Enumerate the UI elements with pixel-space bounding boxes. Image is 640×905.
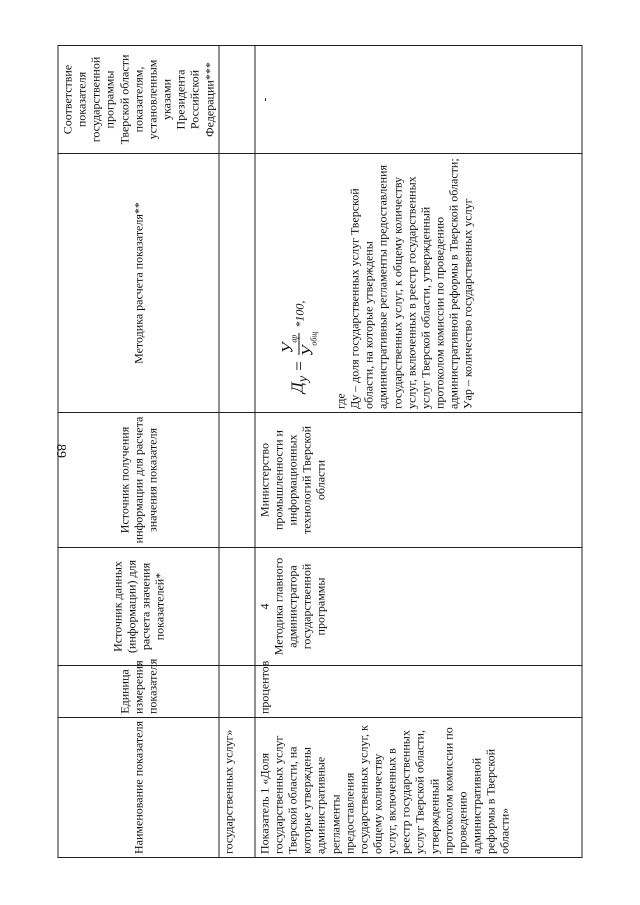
continued-text: государственных услуг» <box>219 718 255 858</box>
indicator-name: Показатель 1 «Доля государственных услуг Тверской области, на которые утверждены административные регламенты предоставления государственных услуг, к общему количеству услуг, включенных в реестр государственных услуг Тверской области, утвержденный протоколом комиссии по проведению административной реформы в Тверской области» <box>255 718 582 858</box>
table-row <box>255 46 582 858</box>
continued-row <box>219 46 255 858</box>
method-definition-1: Ду – доля государственных услуг Тверской области, на которые утверждены административные регламенты предоставления государственных услуг, к общему количеству услуг, включенных в реестр государственных услуг Тверской области, утвержденный протоколом комиссии по проведению административной реформы в Тверской области; <box>347 158 461 409</box>
info-source: Министерство промышленности и информационных технологий Тверской области <box>255 413 582 548</box>
data-source-text: Методика главного администратора государственной программы <box>271 557 328 656</box>
data-source-number: 4 <box>257 603 272 610</box>
formula-fraction: $У_{ар}$ $У_{общ}$ <box>279 331 320 357</box>
header-method: Методика расчета показателя** <box>58 154 219 413</box>
page-number: 89 <box>53 444 68 458</box>
header-info-source: Источник получения информации для расчета значения показателя <box>58 413 219 548</box>
header-unit: Единица измерения показателя <box>58 666 219 718</box>
formula: $Д_у$ = $У_{ар}$ $У_{общ}$ *100, <box>279 300 320 393</box>
header-name: Наименование показателя <box>58 718 219 858</box>
indicator-table <box>58 45 583 858</box>
indicator-unit: процентов <box>255 666 582 718</box>
method-definition-2: Уар – количество государственных услуг <box>460 198 475 409</box>
header-correspondence: Соответствие показателя государственной программы Тверской области показателям, установленным указами Президента Российской Федерации*** <box>58 46 219 154</box>
header-data-source: Источник данных (информации) для расчета значения показателей* <box>58 548 219 666</box>
header-row <box>58 46 219 858</box>
data-source-cell <box>255 548 582 666</box>
method-where: где <box>333 393 348 409</box>
rotated-table-container <box>58 46 583 858</box>
correspondence-value: - <box>255 46 582 154</box>
method-cell <box>255 154 582 413</box>
